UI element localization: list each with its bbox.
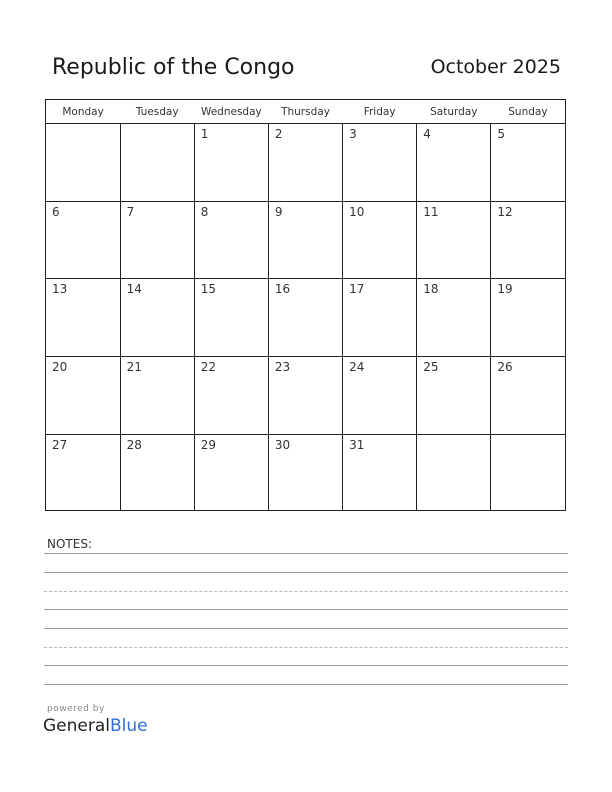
day-cell: 4 [417,124,491,202]
day-cell: 18 [417,279,491,357]
powered-by-text: powered by [47,704,105,714]
weekday-header: Wednesday [194,100,268,124]
day-cell: 2 [268,124,342,202]
day-cell: 16 [268,279,342,357]
day-cell: 26 [491,357,565,435]
day-cell: 12 [491,201,565,279]
day-cell [491,434,565,510]
logo-blue: Blue [110,716,148,736]
day-cell: 31 [343,434,417,510]
day-cell: 10 [343,201,417,279]
week-row [46,279,565,357]
notes-line [44,553,568,554]
day-cell: 9 [268,201,342,279]
day-cell: 13 [46,279,120,357]
day-cell: 1 [194,124,268,202]
day-cell [46,124,120,202]
notes-label: NOTES: [47,537,92,551]
day-cell [417,434,491,510]
day-cell: 22 [194,357,268,435]
day-cell: 3 [343,124,417,202]
weekday-header: Friday [343,100,417,124]
weekday-header: Thursday [268,100,342,124]
day-cell: 23 [268,357,342,435]
notes-line [44,665,568,666]
weekday-header: Saturday [417,100,491,124]
day-cell: 30 [268,434,342,510]
generalblue-logo [43,716,148,736]
day-cell: 29 [194,434,268,510]
logo-general: General [43,716,110,736]
week-row [46,124,565,202]
calendar-title: Republic of the Congo [52,55,295,80]
day-cell [120,124,194,202]
day-cell: 27 [46,434,120,510]
notes-line [44,628,568,629]
day-cell: 25 [417,357,491,435]
notes-line [44,591,568,592]
calendar-month: October 2025 [430,56,561,78]
day-cell: 19 [491,279,565,357]
week-row [46,201,565,279]
day-cell: 28 [120,434,194,510]
day-cell: 21 [120,357,194,435]
day-cell: 5 [491,124,565,202]
day-cell: 20 [46,357,120,435]
day-cell: 24 [343,357,417,435]
weekday-header-row [46,100,565,124]
day-cell: 6 [46,201,120,279]
weekday-header: Sunday [491,100,565,124]
weekday-header: Monday [46,100,120,124]
notes-line [44,609,568,610]
day-cell: 14 [120,279,194,357]
calendar-grid [45,99,566,511]
weekday-header: Tuesday [120,100,194,124]
notes-line [44,684,568,685]
notes-line [44,572,568,573]
day-cell: 15 [194,279,268,357]
day-cell: 17 [343,279,417,357]
day-cell: 7 [120,201,194,279]
notes-line [44,647,568,648]
week-row [46,434,565,510]
day-cell: 11 [417,201,491,279]
day-cell: 8 [194,201,268,279]
week-row [46,357,565,435]
